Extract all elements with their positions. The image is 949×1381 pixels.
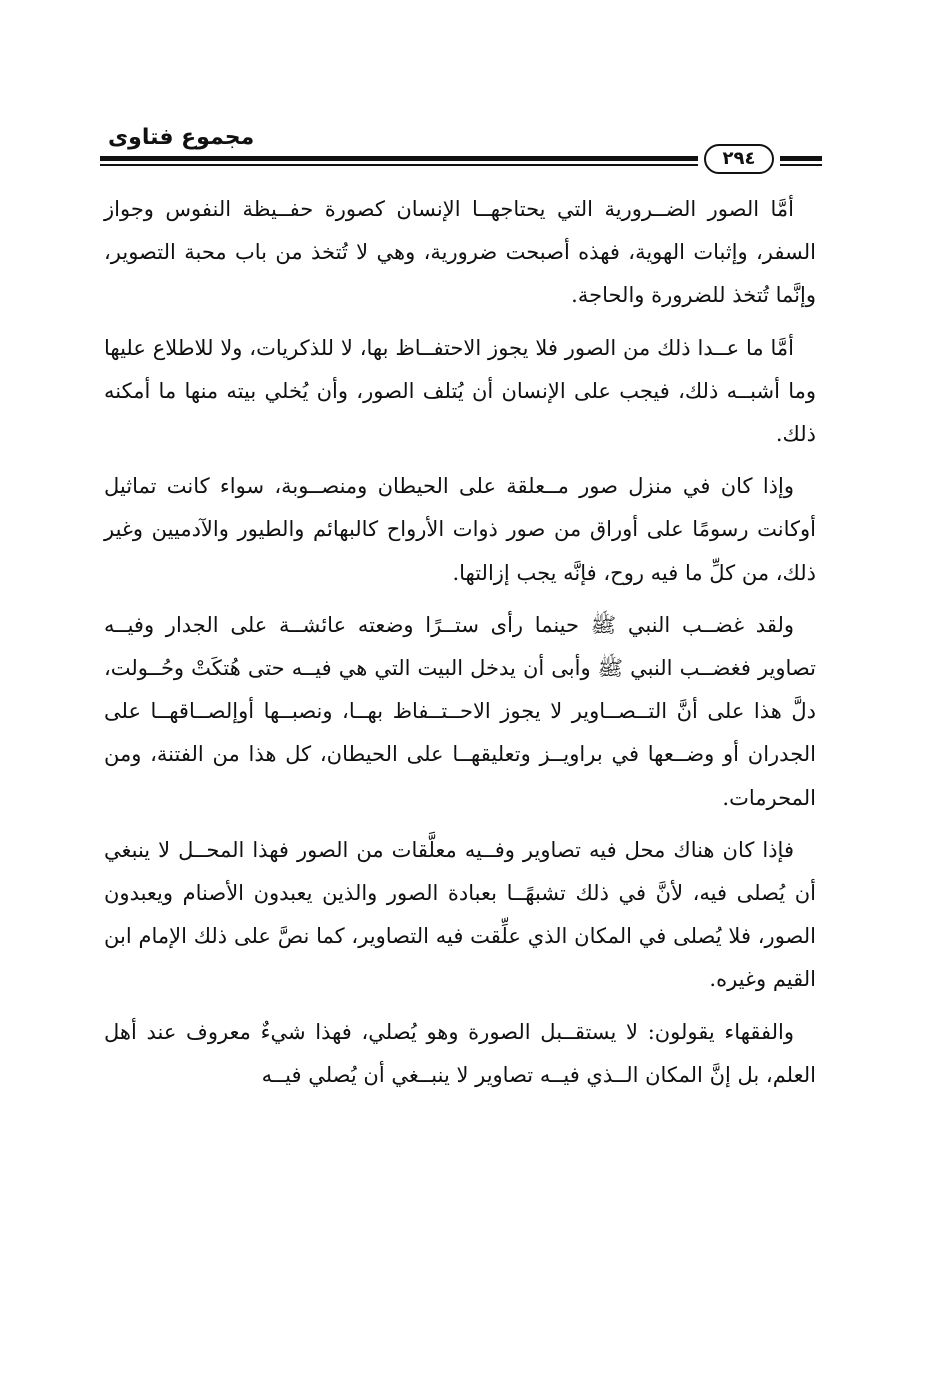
header-rule-right-thick [780, 156, 822, 161]
page-header [100, 118, 822, 180]
page-body [104, 188, 816, 1106]
paragraph-hanging-images: وإذا كان في منزل صور مــعلقة على الحيطان ومنصــوبة، سواء كانت تماثيل أوكانت رسومًا على أوراق من صور ذوات الأرواح كالبهائم والطيور والآدميين وغير ذلك، من كلِّ ما فيه روح، فإنَّه يجب إزالتها. [104, 474, 816, 585]
paragraph-other-photos: أمَّا ما عــدا ذلك من الصور فلا يجوز الاحتفــاظ بها، لا للذكريات، ولا للاطلاع عليها وما أشبــه ذلك، فيجب على الإنسان أن يُتلف الصور، وأن يُخلي بيته منها ما أمكنه ذلك. [104, 335, 816, 447]
page-number: ٢٩٤ [704, 144, 774, 174]
header-rule-thick [100, 156, 698, 161]
paragraph-jurists: والفقهاء يقولون: لا يستقــبل الصورة وهو يُصلي، فهذا شيءٌ معروف عند أهل العلم، بل إنَّ المكان الــذي فيــه تصاوير لا ينبــغي أن يُصلي فيــه [104, 1019, 816, 1087]
paragraph-prophet-anger: ولقد غضــب النبي ﷺ حينما رأى ستــرًا وضعته عائشــة على الجدار وفيــه تصاوير فغضــب النبي ﷺ وأبى أن يدخل البيت التي هي فيــه حتى هُتكَتْ وحُــولت، دلَّ هذا على أنَّ التــصــاوير لا يجوز الاحــتــفاظ بهــا، ونصبــها أوإلصــاقهــا على الجدران أو وضــعها في براويــز وتعليقهــا على الحيطان، كل هذا من الفتنة، ومن المحرمات. [104, 612, 816, 810]
book-title: مجموع فتاوى [108, 125, 255, 150]
paragraph-prayer-place: فإذا كان هناك محل فيه تصاوير وفــيه معلَّقات من الصور فهذا المحــل لا ينبغي أن يُصلى فيه، لأنَّ في ذلك تشبهًــا بعبادة الصور والذين يعبدون الأصنام ويعبدون الصور، فلا يُصلى في المكان الذي علِّقت فيه التصاوير، كما نصَّ على ذلك الإمام ابن القيم وغيره. [104, 837, 816, 992]
paragraph-essential-photos: أمَّا الصور الضــرورية التي يحتاجهــا الإنسان كصورة حفــيظة النفوس وجواز السفر، وإثبات الهوية، فهذه أصبحت ضرورية، وهي لا تُتخذ من باب محبة التصوير، وإنَّما تُتخذ للضرورة والحاجة. [104, 197, 816, 308]
header-rule-right-thin [780, 164, 822, 166]
header-rule-thin [100, 164, 698, 166]
